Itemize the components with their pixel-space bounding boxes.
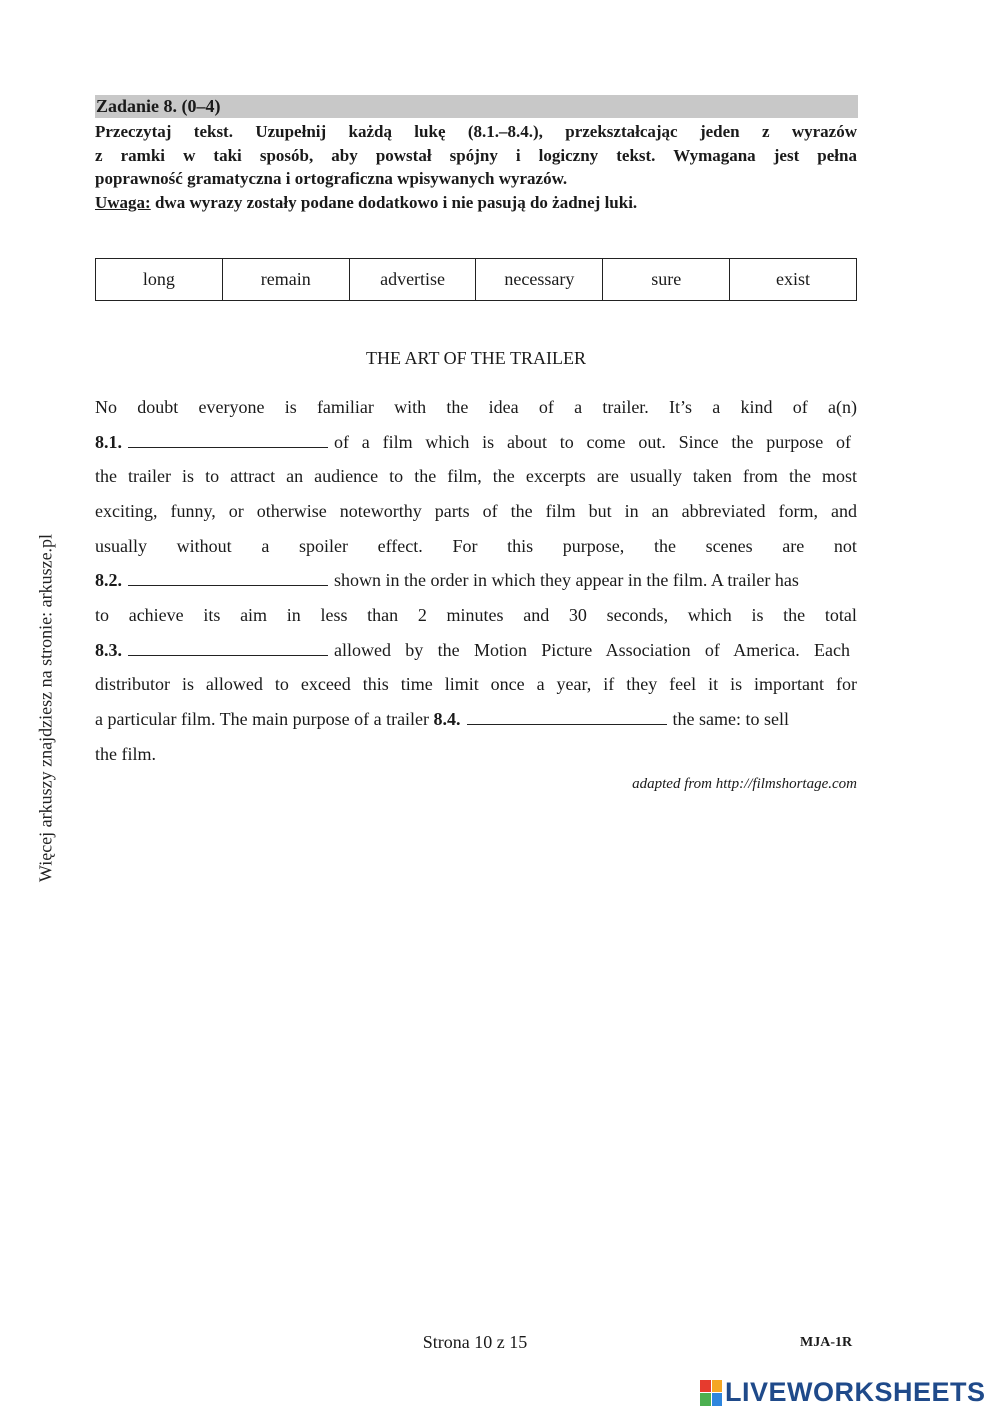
passage-line (95, 602, 857, 628)
passage-line (95, 637, 857, 663)
passage-word: which (687, 605, 732, 625)
passage-word: scenes (705, 536, 753, 556)
passage-word: its (203, 605, 221, 625)
passage-line: exciting, funny, or otherwise noteworthy parts of the film but in an abbreviated form, and (95, 501, 857, 521)
passage-word: It’s (669, 397, 693, 417)
task-instructions (95, 120, 857, 214)
passage-word: aim (240, 605, 268, 625)
gap-label-8-2: 8.2. (95, 570, 122, 590)
passage-word: less (320, 605, 348, 625)
gap-8-2-input[interactable] (128, 567, 328, 586)
passage-word: For (452, 536, 478, 556)
passage-word: a (261, 536, 270, 556)
passage-line (95, 394, 857, 420)
passage-title: THE ART OF THE TRAILER (366, 348, 586, 368)
gap-8-4-input[interactable] (467, 706, 667, 725)
passage-word: trailer. (602, 397, 649, 417)
gap-label-8-3: 8.3. (95, 640, 122, 660)
passage-line (95, 533, 857, 559)
passage-line (95, 706, 857, 732)
passage-word: is (751, 605, 764, 625)
passage-word: spoiler (298, 536, 348, 556)
passage-word: the (446, 397, 469, 417)
task-header-bar (95, 95, 858, 118)
passage-word: familiar (316, 397, 374, 417)
instruction-line: poprawność gramatyczna i ortograficzna wpisywanych wyrazów. (95, 169, 568, 188)
passage-word: 30 (568, 605, 587, 625)
passage-word: of (538, 397, 554, 417)
passage-word: doubt (137, 397, 179, 417)
instruction-note (95, 191, 857, 215)
passage-word: everyone (198, 397, 265, 417)
passage-word: this (507, 536, 534, 556)
instruction-line: z ramki w taki sposób, aby powstał spójny i logiczny tekst. Wymagana jest pełna (95, 145, 857, 165)
word-box-cell: exist (776, 269, 811, 289)
passage-word: a (712, 397, 721, 417)
gap-label-8-4: 8.4. (433, 709, 461, 729)
liveworksheets-mark-icon (700, 1380, 722, 1406)
passage-line: the film. (95, 744, 156, 764)
sidebar-watermark-text: Więcej arkuszy znajdziesz na stronie: arkusze.pl (35, 533, 56, 883)
word-box-cell: sure (603, 259, 730, 300)
passage-word: purpose, (562, 536, 625, 556)
liveworksheets-logo (700, 1377, 986, 1408)
passage-word: 2 (417, 605, 427, 625)
passage-word: of (792, 397, 808, 417)
passage-text: of a film which is about to come out. Since the purpose of (334, 432, 851, 452)
word-box-cell: necessary (476, 259, 603, 300)
passage-word: are (782, 536, 805, 556)
note-text: dwa wyrazy zostały podane dodatkowo i nie pasują do żadnej luki. (150, 192, 638, 212)
passage-word: effect. (377, 536, 423, 556)
note-label: Uwaga: (95, 192, 151, 212)
passage-text: a particular film. The main purpose of a trailer (95, 709, 430, 729)
instruction-line: Przeczytaj tekst. Uzupełnij każdą lukę (8.1.–8.4.), przekształcając jeden z wyrazów (95, 122, 857, 141)
gap-8-3-input[interactable] (128, 637, 328, 656)
passage-word: a(n) (828, 397, 857, 417)
passage-word: achieve (128, 605, 184, 625)
passage-word: kind (740, 397, 773, 417)
passage-word: the (653, 536, 676, 556)
passage-word: is (284, 397, 297, 417)
gap-label-8-1: 8.1. (95, 432, 122, 452)
exam-code: MJA-1R (800, 1335, 853, 1350)
passage-line: distributor is allowed to exceed this time limit once a year, if they feel it is important for (95, 674, 857, 694)
passage-word: without (176, 536, 232, 556)
source-citation: adapted from http://filmshortage.com (632, 776, 857, 792)
passage-line: the trailer is to attract an audience to the film, the excerpts are usually taken from the most (95, 466, 857, 486)
passage-word: in (286, 605, 301, 625)
word-box-cell: long (96, 259, 223, 300)
passage-word: the (783, 605, 806, 625)
passage-word: to (95, 605, 110, 625)
passage-word: and (523, 605, 550, 625)
task-title: Zadanie 8. (0–4) (96, 96, 221, 116)
passage-text: the same: to sell (672, 709, 790, 729)
passage-word: usually (95, 536, 147, 556)
passage-word: total (824, 605, 857, 625)
gap-8-1-input[interactable] (128, 429, 328, 448)
passage-text: allowed by the Motion Picture Association of America. Each (334, 640, 850, 660)
passage-word: not (833, 536, 857, 556)
passage-word: idea (488, 397, 519, 417)
logo-text: LIVEWORKSHEETS (725, 1377, 986, 1407)
passage-line (95, 429, 857, 455)
passage-word: minutes (446, 605, 504, 625)
page-number: Strona 10 z 15 (422, 1332, 528, 1352)
word-box-cell: advertise (350, 259, 477, 300)
passage-text: shown in the order in which they appear in the film. A trailer has (334, 570, 799, 590)
passage-line (95, 567, 857, 593)
passage-word: a (574, 397, 583, 417)
passage-word: than (367, 605, 399, 625)
word-box-cell: remain (223, 259, 350, 300)
passage-word: No (95, 397, 117, 417)
passage-word: seconds, (606, 605, 669, 625)
passage-word: with (394, 397, 427, 417)
word-box (95, 258, 857, 301)
